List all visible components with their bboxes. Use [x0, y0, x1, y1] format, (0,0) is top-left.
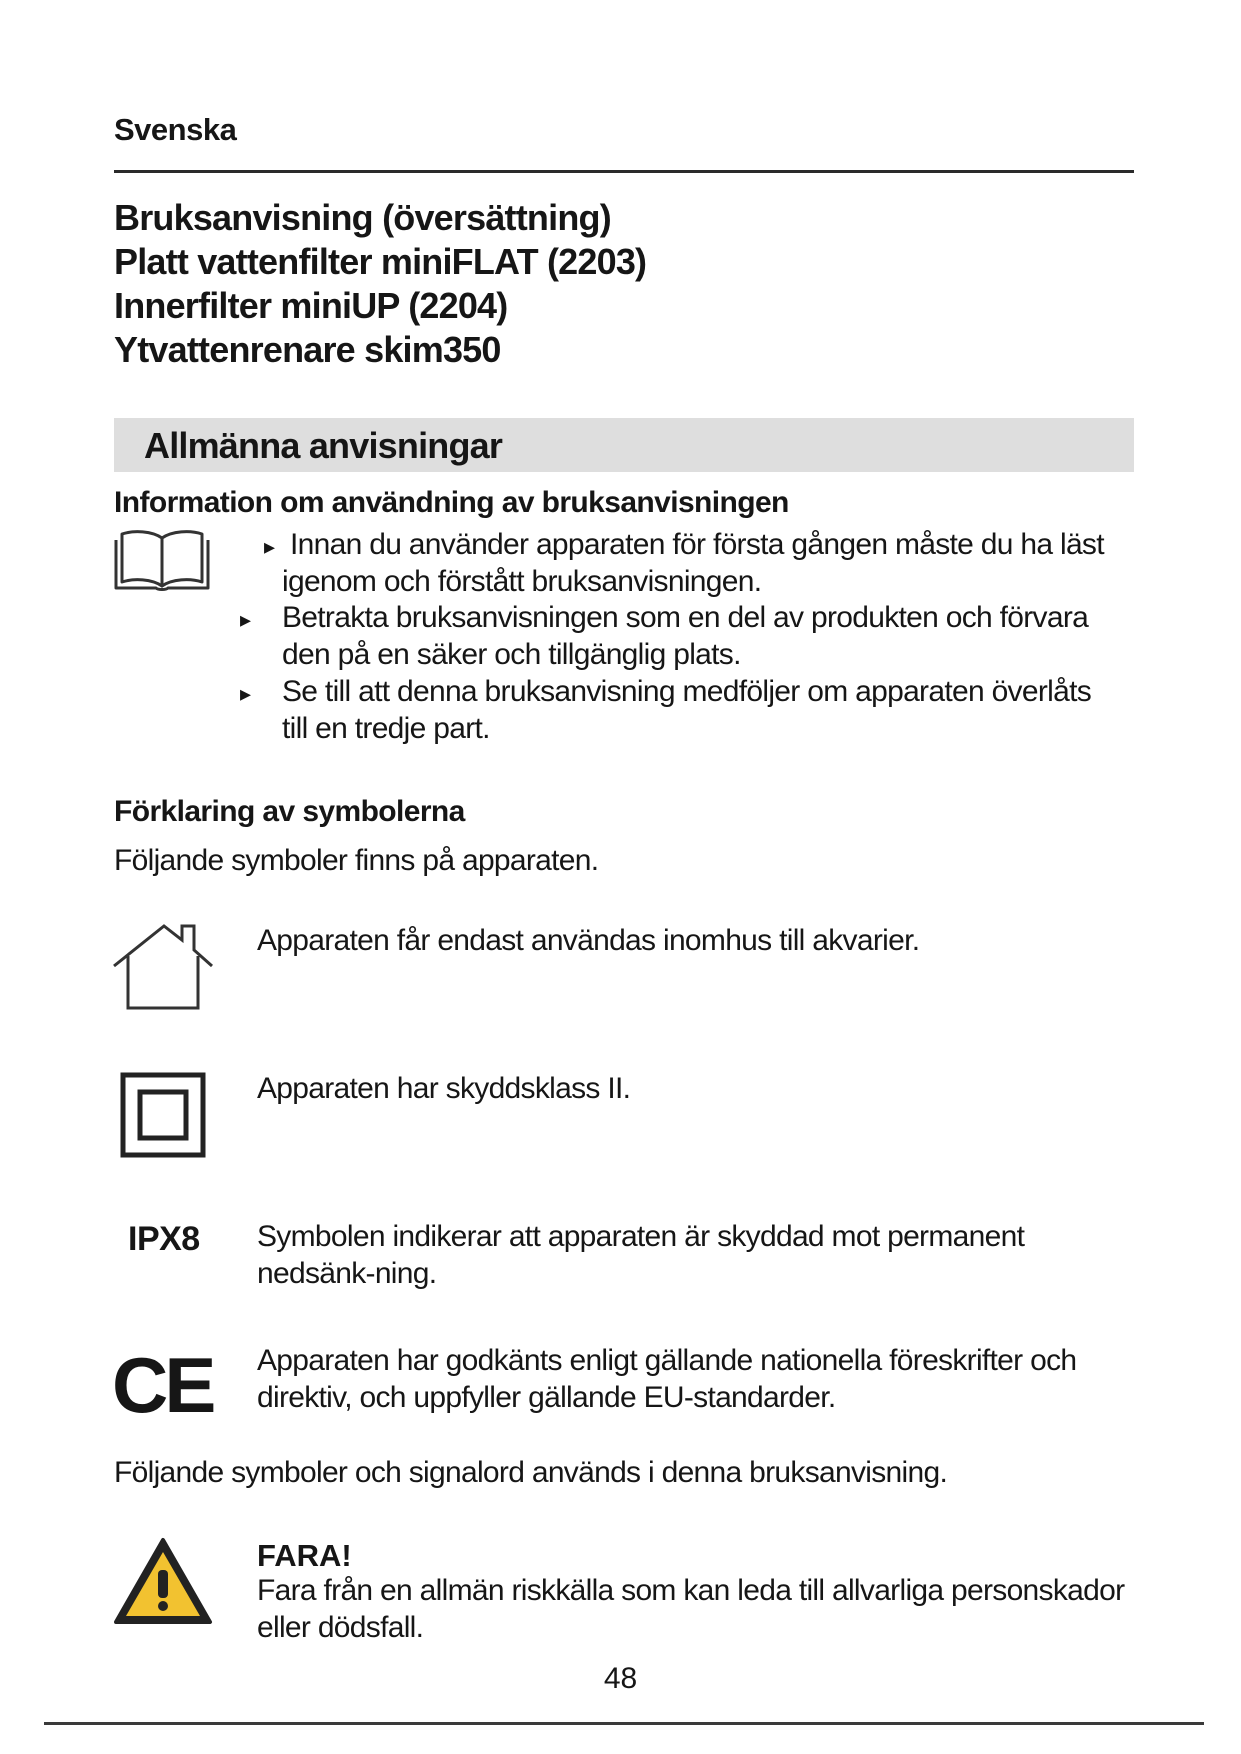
- page-number: 48: [603, 1662, 638, 1695]
- usage-info-heading: Information om användning av bruksanvisningen: [114, 486, 789, 519]
- usage-bullet: [240, 673, 1120, 747]
- header-divider: [114, 170, 1134, 173]
- symbol-description: Symbolen indikerar att apparaten är skyddad mot permanent nedsänk-ning.: [257, 1220, 1025, 1290]
- symbols-intro: Följande symboler finns på apparaten.: [114, 844, 599, 877]
- usage-bullet: [240, 599, 1120, 673]
- title-line: Bruksanvisning (översättning): [114, 197, 611, 238]
- bullet-marker: ▸: [264, 534, 275, 559]
- section-title: Allmänna anvisningar: [144, 425, 503, 466]
- footer-divider: [44, 1722, 1204, 1725]
- title-line: Innerfilter miniUP (2204): [114, 285, 508, 326]
- warning-icon: [112, 1536, 214, 1626]
- book-icon: [112, 526, 212, 592]
- title-line: Ytvattenrenare skim350: [114, 329, 501, 370]
- bullet-text: Betrakta bruksanvisningen som en del av produkten och förvara den på en säker och tillgänglig plats.: [282, 601, 1089, 671]
- document-titles: [114, 196, 646, 372]
- symbol-description: Apparaten har skyddsklass II.: [257, 1072, 631, 1105]
- protection-class-ii-icon: [120, 1072, 206, 1158]
- title-line: Platt vattenfilter miniFLAT (2203): [114, 241, 647, 282]
- signal-intro: Följande symboler och signalord används i denna bruksanvisning.: [114, 1456, 948, 1489]
- ipx8-label: IPX8: [128, 1220, 200, 1258]
- usage-bullet: [240, 526, 1120, 600]
- warning-text: Fara från en allmän riskkälla som kan leda till allvarliga personskador eller dödsfall.: [257, 1574, 1125, 1644]
- warning-title: FARA!: [257, 1538, 352, 1573]
- symbol-description: Apparaten får endast användas inomhus till akvarier.: [257, 924, 920, 957]
- language-label: Svenska: [114, 112, 237, 147]
- symbols-heading: Förklaring av symbolerna: [114, 795, 465, 828]
- bullet-text: Se till att denna bruksanvisning medföljer om apparaten överlåts till en tredje part.: [282, 675, 1092, 745]
- bullet-marker: ▸: [240, 607, 251, 632]
- house-icon: [112, 922, 214, 1012]
- bullet-text: Innan du använder apparaten för första gången måste du ha läst igenom och förstått bruksanvisningen.: [282, 528, 1104, 598]
- symbol-description: Apparaten har godkänts enligt gällande nationella föreskrifter och direktiv, och uppfyller gällande EU-standarder.: [257, 1344, 1077, 1414]
- bullet-marker: ▸: [240, 681, 251, 706]
- ce-mark: CE: [112, 1341, 213, 1429]
